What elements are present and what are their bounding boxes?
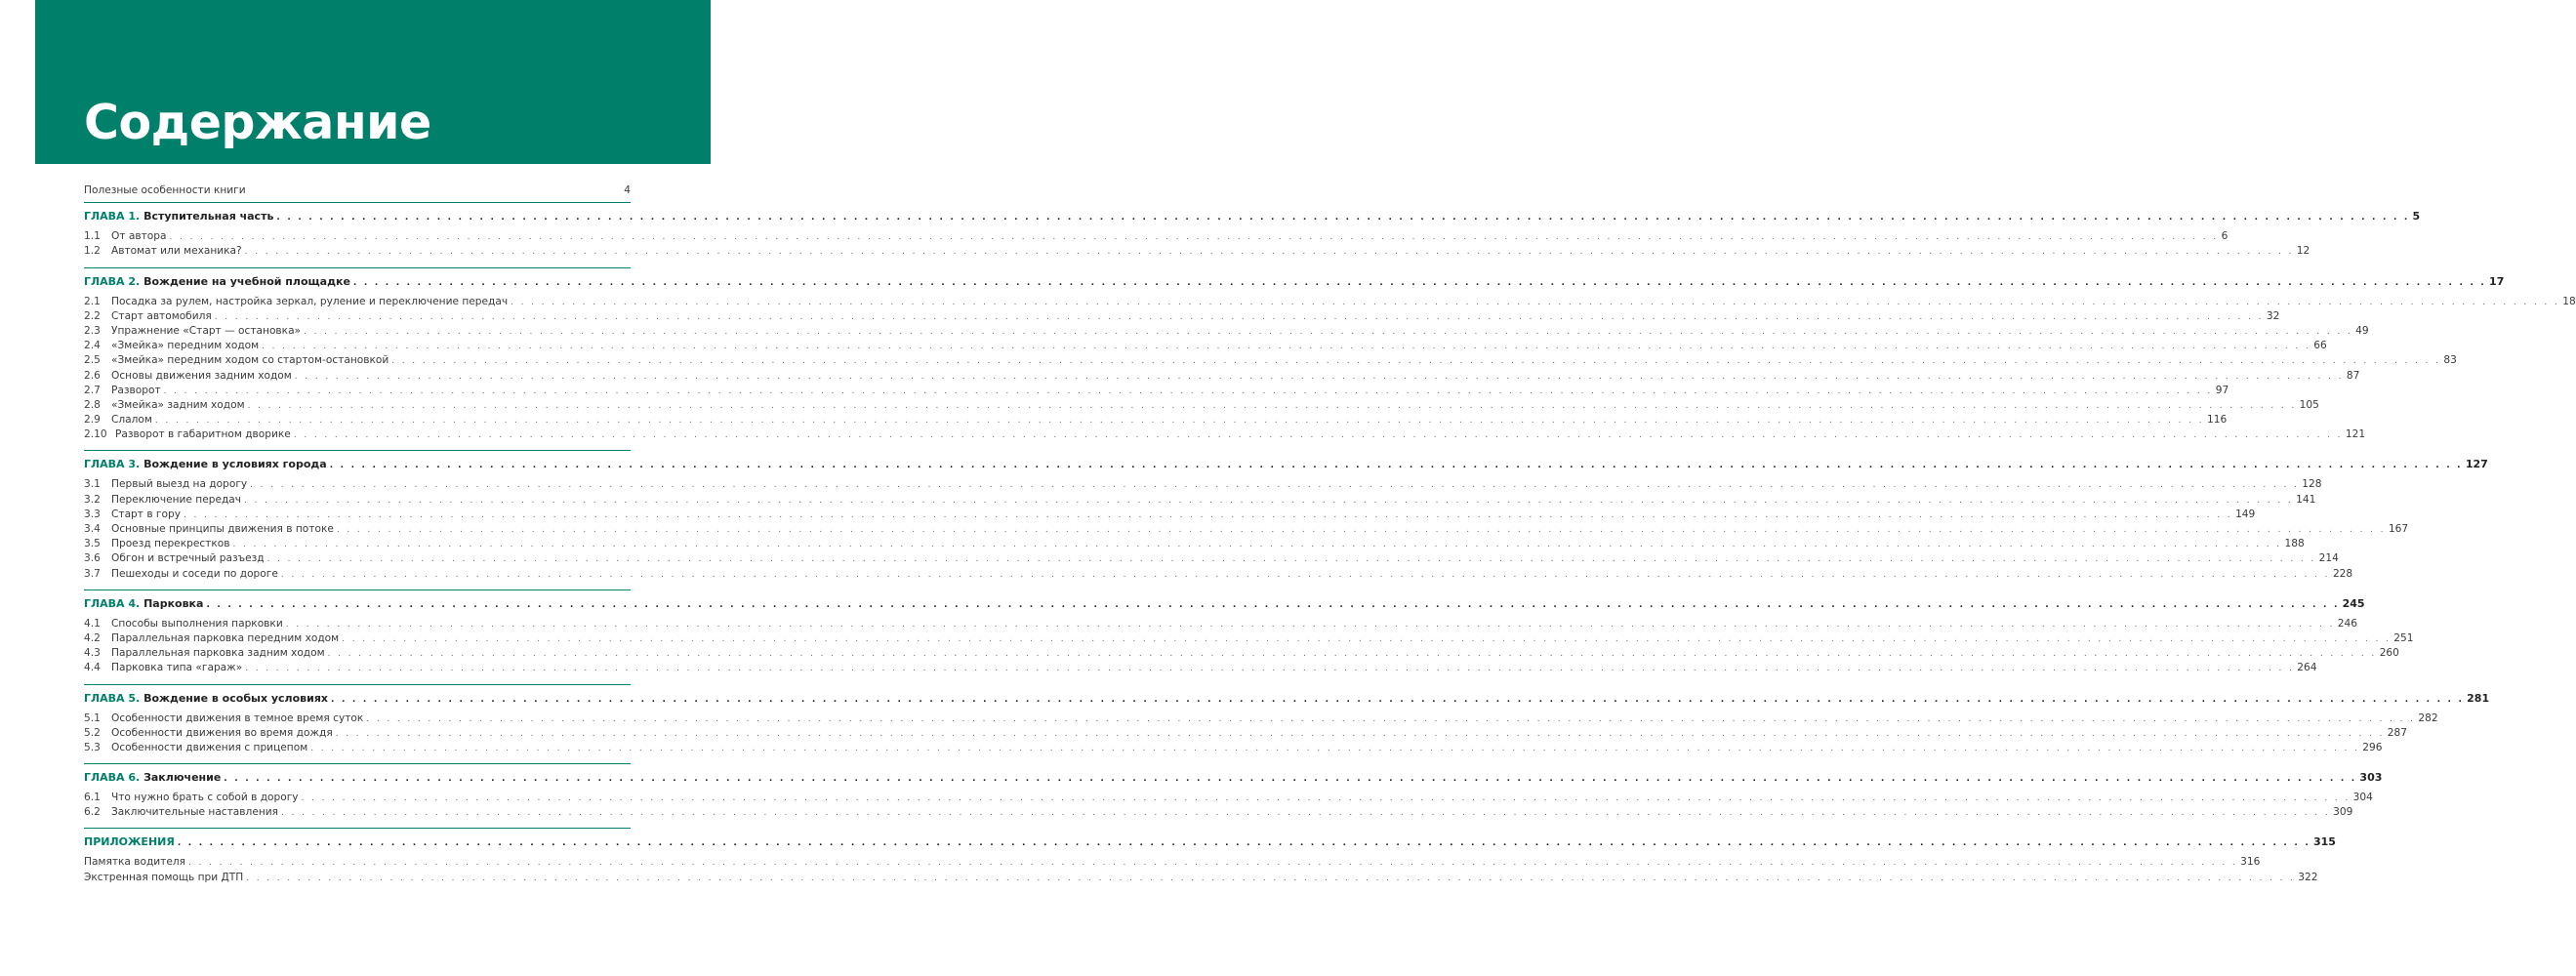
section-page: 105	[2299, 398, 2319, 411]
section-page: 287	[2387, 726, 2408, 739]
section-title: Посадка за рулем, настройка зеркал, руление и переключение передач	[111, 295, 509, 307]
section-page: 304	[2352, 792, 2373, 804]
section-title: Параллельная парковка задним ходом	[111, 647, 325, 660]
section-number: 4.3	[84, 647, 101, 660]
section-page: 228	[2332, 567, 2353, 580]
dot-leader: . . . . . . . . . . . . . . . . . . . . . . . . . . . . . . . . . . . . . . . . . . . . . . . . . . . . . . . . . . . . . . . . . . . . . . . . . . . . . . . . . . . . . . . . . . . . . . . . . . . . . . . . . . . . . . . . . . . . . . . . . . . . . . . . . . . . . . . . . . . . . . . . . . . . . . . . . . . . . . . . . . . . . . . . . . . . . . . . . . . . . . . . . . . . . . . . . . . . . . . .	[285, 619, 2335, 630]
section-title: Слалом	[111, 414, 152, 427]
toc-entry-intro[interactable]	[84, 183, 631, 198]
appendix-list	[84, 855, 2318, 884]
chapter-heading[interactable]	[84, 457, 2488, 472]
chapter-divider	[84, 267, 631, 268]
dot-leader: . . . . . . . . . . . . . . . . . . . . . . . . . . . . . . . . . . . . . . . . . . . . . . . . . . . . . . . . . . . . . . . . . . . . . . . . . . . . . . . . . . . . . . . . . . . . . . . . . . . . . . . . . . . . . . . . . . . . . . . . . . . . . . . . . . . . . . . . . . . . . . . . . . . . . . . . . . . . . . . . . . . . . . . . . . . . . . . . . . . . . . . . . . . . . . . . . . . . . . . .	[352, 277, 2487, 288]
chapter-title: Вождение на учебной площадке	[143, 274, 350, 288]
toc-section-entry[interactable]	[84, 413, 2228, 427]
toc-section-entry[interactable]	[84, 353, 2457, 368]
dot-leader: . . . . . . . . . . . . . . . . . . . . . . . . . . . . . . . . . . . . . . . . . . . . . . . . . . . . . . . . . . . . . . . . . . . . . . . . . . . . . . . . . . . . . . . . . . . . . . . . . . . . . . . . . . . . . . . . . . . . . . . . . . . . . . . . . . . . . . . . . . . . . . . . . . . . . . . . . . . . . . . . . . . . . . . . . . . . . . . . . . . . . . . . . . . . . . . . . . . . . . . .	[304, 326, 2353, 337]
table-of-contents	[84, 183, 2576, 885]
toc-section-entry[interactable]	[84, 324, 2369, 339]
toc-section-entry[interactable]	[84, 805, 2353, 820]
section-page: 296	[2362, 741, 2383, 753]
section-number: 3.4	[84, 523, 101, 535]
dot-leader: . . . . . . . . . . . . . . . . . . . . . . . . . . . . . . . . . . . . . . . . . . . . . . . . . . . . . . . . . . . . . . . . . . . . . . . . . . . . . . . . . . . . . . . . . . . . . . . . . . . . . . . . . . . . . . . . . . . . . . . . . . . . . . . . . . . . . . . . . . . . . . . . . . . . . . . . . . . . . . . . . . . . . . . . . . . . . . . . . . . . . . . . . . . . . . . . . . . . . . . .	[293, 430, 2343, 441]
toc-section-entry[interactable]	[84, 726, 2408, 741]
dot-leader: . . . . . . . . . . . . . . . . . . . . . . . . . . . . . . . . . . . . . . . . . . . . . . . . . . . . . . . . . . . . . . . . . . . . . . . . . . . . . . . . . . . . . . . . . . . . . . . . . . . . . . . . . . . . . . . . . . . . . . . . . . . . . . . . . . . . . . . . . . . . . . . . . . . . . . . . . . . . . . . . . . . . . . . . . . . . . . . . . . . . . . . . . . . . . . . . . . . . . . . .	[183, 509, 2233, 520]
dot-leader: . . . . . . . . . . . . . . . . . . . . . . . . . . . . . . . . . . . . . . . . . . . . . . . . . . . . . . . . . . . . . . . . . . . . . . . . . . . . . . . . . . . . . . . . . . . . . . . . . . . . . . . . . . . . . . . . . . . . . . . . . . . . . . . . . . . . . . . . . . . . . . . . . . . . . . . . . . . . . . . . . . . . . . . . . . . . . . . . . . . . . . . . . . . . . . . . . . . . . . . .	[224, 774, 2357, 785]
section-title: Особенности движения во время дождя	[111, 726, 333, 739]
toc-section-entry[interactable]	[84, 567, 2353, 582]
chapter-divider	[84, 828, 631, 829]
section-number: 2.8	[84, 398, 101, 411]
dot-leader: . . . . . . . . . . . . . . . . . . . . . . . . . . . . . . . . . . . . . . . . . . . . . . . . . . . . . . . . . . . . . . . . . . . . . . . . . . . . . . . . . . . . . . . . . . . . . . . . . . . . . . . . . . . . . . . . . . . . . . . . . . . . . . . . . . . . . . . . . . . . . . . . . . . . . . . . . . . . . . . . . . . . . . . . . . . . . . . . . . . . . . . . . . . . . . . . . . . . . . . .	[511, 297, 2560, 307]
section-title: Параллельная парковка передним ходом	[111, 631, 340, 644]
dot-leader: . . . . . . . . . . . . . . . . . . . . . . . . . . . . . . . . . . . . . . . . . . . . . . . . . . . . . . . . . . . . . . . . . . . . . . . . . . . . . . . . . . . . . . . . . . . . . . . . . . . . . . . . . . . . . . . . . . . . . . . . . . . . . . . . . . . . . . . . . . . . . . . . . . . . . . . . . . . . . . . . . . . . . . . . . . . . . . . . . . . . . . . . . . . . . . . . . . . . . . . .	[301, 793, 2351, 804]
section-title: Особенности движения с прицепом	[111, 741, 308, 753]
dot-leader: . . . . . . . . . . . . . . . . . . . . . . . . . . . . . . . . . . . . . . . . . . . . . . . . . . . . . . . . . . . . . . . . . . . . . . . . . . . . . . . . . . . . . . . . . . . . . . . . . . . . . . . . . . . . . . . . . . . . . . . . . . . . . . . . . . . . . . . . . . . . . . . . . . . . . . . . . . . . . . . . . . . . . . . . . . . . . . . . . . . . . . . . . . . . . . . . . . . . . . . .	[206, 599, 2340, 610]
section-number: 2.10	[84, 428, 107, 441]
chapter-page: 281	[2467, 691, 2490, 705]
chapter-title: Заключение	[143, 771, 222, 785]
section-page: 214	[2318, 552, 2339, 565]
chapter-title: Парковка	[143, 596, 204, 610]
dot-leader: . . . . . . . . . . . . . . . . . . . . . . . . . . . . . . . . . . . . . . . . . . . . . . . . . . . . . . . . . . . . . . . . . . . . . . . . . . . . . . . . . . . . . . . . . . . . . . . . . . . . . . . . . . . . . . . . . . . . . . . . . . . . . . . . . . . . . . . . . . . . . . . . . . . . . . . . . . . . . . . . . . . . . . . . . . . . . . . . . . . . . . . . . . . . . . . . . . . . . . . .	[246, 873, 2296, 883]
section-title: Разворот в габаритном дворике	[115, 428, 291, 441]
toc-section-entry[interactable]	[84, 369, 2360, 384]
appendix-entry[interactable]	[84, 871, 2318, 885]
section-list	[84, 295, 2576, 443]
dot-leader: . . . . . . . . . . . . . . . . . . . . . . . . . . . . . . . . . . . . . . . . . . . . . . . . . . . . . . . . . . . . . . . . . . . . . . . . . . . . . . . . . . . . . . . . . . . . . . . . . . . . . . . . . . . . . . . . . . . . . . . . . . . . . . . . . . . . . . . . . . . . . . . . . . . . . . . . . . . . . . . . . . . . . . . . . . . . . . . . . . . . . . . . . . . . . . . . . . . . . . . .	[331, 694, 2465, 705]
appendix-entry-title: Экстренная помощь при ДТП	[84, 871, 244, 883]
dot-leader: . . . . . . . . . . . . . . . . . . . . . . . . . . . . . . . . . . . . . . . . . . . . . . . . . . . . . . . . . . . . . . . . . . . . . . . . . . . . . . . . . . . . . . . . . . . . . . . . . . . . . . . . . . . . . . . . . . . . . . . . . . . . . . . . . . . . . . . . . . . . . . . . . . . . . . . . . . . . . . . . . . . . . . . . . . . . . . . . . . . . . . . . . . . . . . . . . . . . . . . .	[310, 743, 2360, 753]
section-page: 167	[2388, 523, 2409, 535]
section-page: 121	[2345, 428, 2366, 441]
chapter-divider	[84, 684, 631, 685]
toc-section-entry[interactable]	[84, 244, 2310, 259]
chapter-page: 5	[2412, 210, 2421, 224]
appendix-label: ПРИЛОЖЕНИЯ	[84, 835, 175, 849]
section-page: 309	[2333, 806, 2353, 819]
section-number: 3.5	[84, 538, 101, 550]
section-page: 246	[2337, 617, 2358, 630]
section-list	[84, 229, 2310, 259]
toc-section-entry[interactable]	[84, 617, 2358, 631]
toc-section-entry[interactable]	[84, 646, 2399, 661]
toc-section-entry[interactable]	[84, 508, 2256, 522]
section-number: 2.7	[84, 384, 101, 396]
dot-leader: . . . . . . . . . . . . . . . . . . . . . . . . . . . . . . . . . . . . . . . . . . . . . . . . . . . . . . . . . . . . . . . . . . . . . . . . . . . . . . . . . . . . . . . . . . . . . . . . . . . . . . . . . . . . . . . . . . . . . . . . . . . . . . . . . . . . . . . . . . . . . . . . . . . . . . . . . . . . . . . . . . . . . . . . . . . . . . . . . . . . . . . . . . . . . . . . . . . . . . . .	[266, 554, 2316, 565]
chapter-label: ГЛАВА 1.	[84, 210, 141, 224]
toc-section-entry[interactable]	[84, 661, 2317, 675]
section-page: 6	[2221, 230, 2228, 243]
dot-leader: . . . . . . . . . . . . . . . . . . . . . . . . . . . . . . . . . . . . . . . . . . . . . . . . . . . . . . . . . . . . . . . . . . . . . . . . . . . . . . . . . . . . . . . . . . . . . . . . . . . . . . . . . . . . . . . . . . . . . . . . . . . . . . . . . . . . . . . . . . . . . . . . . . . . . . . . . . . . . . . . . . . . . . . . . . . . . . . . . . . . . . . . . . . . . . . . . . . . . . . .	[250, 480, 2300, 491]
section-page: 32	[2266, 309, 2280, 322]
toc-section-entry[interactable]	[84, 384, 2229, 398]
chapter-list	[84, 202, 2576, 824]
dot-leader: . . . . . . . . . . . . . . . . . . . . . . . . . . . . . . . . . . . . . . . . . . . . . . . . . . . . . . . . . . . . . . . . . . . . . . . . . . . . . . . . . . . . . . . . . . . . . . . . . . . . . . . . . . . . . . . . . . . . . . . . . . . . . . . . . . . . . . . . . . . . . . . . . . . . . . . . . . . . . . . . . . . . . . . . . . . . . . . . . . . . . . . . . . . . . . . . . . . . . . . .	[177, 838, 2310, 849]
section-number: 6.2	[84, 806, 101, 819]
section-page: 83	[2443, 354, 2457, 367]
chapter-title: Вождение в особых условиях	[143, 691, 329, 705]
section-number: 3.6	[84, 552, 101, 565]
section-number: 5.1	[84, 712, 101, 724]
section-number: 2.5	[84, 354, 101, 367]
toc-section-entry[interactable]	[84, 631, 2414, 646]
dot-leader: . . . . . . . . . . . . . . . . . . . . . . . . . . . . . . . . . . . . . . . . . . . . . . . . . . . . . . . . . . . . . . . . . . . . . . . . . . . . . . . . . . . . . . . . . . . . . . . . . . . . . . . . . . . . . . . . . . . . . . . . . . . . . . . . . . . . . . . . . . . . . . . . . . . . . . . . . . . . . . . . . . . . . . . . . . . . . . . . . . . . . . . . . . . . . . . . . . . . . . . .	[232, 540, 2282, 550]
section-title: Что нужно брать с собой в дорогу	[111, 792, 299, 804]
section-number: 2.6	[84, 369, 101, 382]
toc-section-entry[interactable]	[84, 741, 2383, 755]
dot-leader: . . . . . . . . . . . . . . . . . . . . . . . . . . . . . . . . . . . . . . . . . . . . . . . . . . . . . . . . . . . . . . . . . . . . . . . . . . . . . . . . . . . . . . . . . . . . . . . . . . . . . . . . . . . . . . . . . . . . . . . . . . . . . . . . . . . . . . . . . . . . . . . . . . . . . . . . . . . . . . . . . . . . . . . . . . . . . . . . . . . . . . . . . . . . . . . . . . . . . . . .	[214, 311, 2264, 322]
section-title: Парковка типа «гараж»	[111, 662, 243, 674]
section-title: Разворот	[111, 384, 161, 396]
section-number: 2.9	[84, 414, 101, 427]
section-page: 116	[2206, 414, 2228, 427]
dot-leader: . . . . . . . . . . . . . . . . . . . . . . . . . . . . . . . . . . . . . . . . . . . . . . . . . . . . . . . . . . . . . . . . . . . . . . . . . . . . . . . . . . . . . . . . . . . . . . . . . . . . . . . . . . . . . . . . . . . . . . . . . . . . . . . . . . . . . . . . . . . . . . . . . . . . . . . . . . . . . . . . . . . . . . . . . . . . . . . . . . . . . . . . . . . . . . . . . . . . . . . .	[247, 400, 2297, 411]
dot-leader: . . . . . . . . . . . . . . . . . . . . . . . . . . . . . . . . . . . . . . . . . . . . . . . . . . . . . . . . . . . . . . . . . . . . . . . . . . . . . . . . . . . . . . . . . . . . . . . . . . . . . . . . . . . . . . . . . . . . . . . . . . . . . . . . . . . . . . . . . . . . . . . . . . . . . . . . . . . . . . . . . . . . . . . . . . . . . . . . . . . . . . . . . . . . . . . . . . . . . . . .	[245, 664, 2295, 674]
section-title: От автора	[111, 230, 167, 243]
section-title: «Змейка» передним ходом	[111, 340, 260, 352]
section-page: 66	[2313, 340, 2327, 352]
dot-leader: . . . . . . . . . . . . . . . . . . . . . . . . . . . . . . . . . . . . . . . . . . . . . . . . . . . . . . . . . . . . . . . . . . . . . . . . . . . . . . . . . . . . . . . . . . . . . . . . . . . . . . . . . . . . . . . . . . . . . . . . . . . . . . . . . . . . . . . . . . . . . . . . . . . . . . . . . . . . . . . . . . . . . . . . . . . . . . . . . . . . . . . . . . . . . . . . . . . . . . . .	[276, 213, 2410, 224]
section-number: 1.1	[84, 230, 101, 243]
section-number: 5.3	[84, 741, 101, 753]
section-title: «Змейка» передним ходом со стартом-остановкой	[111, 354, 389, 367]
title-banner	[35, 0, 711, 164]
dot-leader: . . . . . . . . . . . . . . . . . . . . . . . . . . . . . . . . . . . . . . . . . . . . . . . . . . . . . . . . . . . . . . . . . . . . . . . . . . . . . . . . . . . . . . . . . . . . . . . . . . . . . . . . . . . . . . . . . . . . . . . . . . . . . . . . . . . . . . . . . . . . . . . . . . . . . . . . . . . . . . . . . . . . . . . . . . . . . . . . . . . . . . . . . . . . . . . . . . . . . . . .	[281, 808, 2331, 819]
dot-leader: . . . . . . . . . . . . . . . . . . . . . . . . . . . . . . . . . . . . . . . . . . . . . . . . . . . . . . . . . . . . . . . . . . . . . . . . . . . . . . . . . . . . . . . . . . . . . . . . . . . . . . . . . . . . . . . . . . . . . . . . . . . . . . . . . . . . . . . . . . . . . . . . . . . . . . . . . . . . . . . . . . . . . . . . . . . . . . . . . . . . . . . . . . . . . . . . . . . . . . . .	[336, 525, 2386, 535]
chapter-heading[interactable]	[84, 209, 2421, 224]
dot-leader: . . . . . . . . . . . . . . . . . . . . . . . . . . . . . . . . . . . . . . . . . . . . . . . . . . . . . . . . . . . . . . . . . . . . . . . . . . . . . . . . . . . . . . . . . . . . . . . . . . . . . . . . . . . . . . . . . . . . . . . . . . . . . . . . . . . . . . . . . . . . . . . . . . . . . . . . . . . . . . . . . . . . . . . . . . . . . . . . . . . . . . . . . . . . . . . . . . . . . . . .	[154, 416, 2204, 427]
section-title: Старт в гору	[111, 508, 181, 520]
chapter-label: ГЛАВА 2.	[84, 274, 141, 288]
section-number: 2.2	[84, 309, 101, 322]
section-number: 3.1	[84, 478, 101, 491]
chapter-label: ГЛАВА 6.	[84, 771, 141, 785]
appendix-entry[interactable]	[84, 855, 2261, 870]
section-title: «Змейка» задним ходом	[111, 398, 245, 411]
dot-leader: . . . . . . . . . . . . . . . . . . . . . . . . . . . . . . . . . . . . . . . . . . . . . . . . . . . . . . . . . . . . . . . . . . . . . . . . . . . . . . . . . . . . . . . . . . . . . . . . . . . . . . . . . . . . . . . . . . . . . . . . . . . . . . . . . . . . . . . . . . . . . . . . . . . . . . . . . . . . . . . . . . . . . . . . . . . . . . . . . . . . . . . . . . . . . . . . . . . . . . . .	[391, 356, 2441, 367]
dot-leader: . . . . . . . . . . . . . . . . . . . . . . . . . . . . . . . . . . . . . . . . . . . . . . . . . . . . . . . . . . . . . . . . . . . . . . . . . . . . . . . . . . . . . . . . . . . . . . . . . . . . . . . . . . . . . . . . . . . . . . . . . . . . . . . . . . . . . . . . . . . . . . . . . . . . . . . . . . . . . . . . . . . . . . . . . . . . . . . . . . . . . . . . . . . . . . . . . . . . . . . .	[244, 495, 2294, 506]
section-title: Способы выполнения парковки	[111, 617, 283, 630]
section-number: 3.3	[84, 508, 101, 520]
dot-leader: . . . . . . . . . . . . . . . . . . . . . . . . . . . . . . . . . . . . . . . . . . . . . . . . . . . . . . . . . . . . . . . . . . . . . . . . . . . . . . . . . . . . . . . . . . . . . . . . . . . . . . . . . . . . . . . . . . . . . . . . . . . . . . . . . . . . . . . . . . . . . . . . . . . . . . . . . . . . . . . . . . . . . . . . . . . . . . . . . . . . . . . . . . . . . . . . . . . . . . . .	[262, 342, 2311, 352]
appendix-block	[84, 828, 2336, 884]
chapter-page: 127	[2465, 458, 2488, 471]
section-page: 18	[2562, 295, 2576, 307]
chapter-heading[interactable]	[84, 274, 2505, 290]
section-title: Основы движения задним ходом	[111, 369, 292, 382]
section-number: 1.2	[84, 245, 101, 258]
section-number: 2.4	[84, 340, 101, 352]
appendix-heading[interactable]	[84, 834, 2336, 850]
section-title: Заключительные наставления	[111, 806, 279, 819]
section-number: 3.2	[84, 493, 101, 506]
section-number: 4.4	[84, 662, 101, 674]
toc-section-entry[interactable]	[84, 493, 2316, 508]
chapter-title: Вождение в условиях города	[143, 458, 327, 471]
section-page: 128	[2302, 478, 2322, 491]
section-number: 5.2	[84, 726, 101, 739]
section-title: Пешеходы и соседи по дороге	[111, 567, 278, 580]
section-page: 188	[2284, 538, 2305, 550]
section-page: 260	[2379, 647, 2399, 660]
section-number: 2.1	[84, 295, 101, 307]
section-page: 49	[2355, 324, 2369, 337]
toc-section-entry[interactable]	[84, 398, 2319, 413]
section-number: 6.1	[84, 792, 101, 804]
page-title: Содержание	[84, 95, 431, 150]
section-number: 4.1	[84, 617, 101, 630]
section-number: 2.3	[84, 324, 101, 337]
section-list	[84, 791, 2373, 820]
section-title: Проезд перекрестков	[111, 538, 230, 550]
appendix-entry-page: 316	[2240, 856, 2261, 869]
section-title: Основные принципы движения в потоке	[111, 523, 334, 535]
dot-leader: . . . . . . . . . . . . . . . . . . . . . . . . . . . . . . . . . . . . . . . . . . . . . . . . . . . . . . . . . . . . . . . . . . . . . . . . . . . . . . . . . . . . . . . . . . . . . . . . . . . . . . . . . . . . . . . . . . . . . . . . . . . . . . . . . . . . . . . . . . . . . . . . . . . . . . . . . . . . . . . . . . . . . . . . . . . . . . . . . . . . . . . . . . . . . . . . . . . . . . . .	[188, 858, 2238, 869]
chapter-page: 245	[2342, 596, 2365, 610]
section-title: Упражнение «Старт — остановка»	[111, 324, 302, 337]
chapter-label: ГЛАВА 3.	[84, 458, 141, 471]
chapter-divider	[84, 202, 631, 203]
toc-section-entry[interactable]	[84, 339, 2327, 353]
dot-leader: . . . . . . . . . . . . . . . . . . . . . . . . . . . . . . . . . . . . . . . . . . . . . . . . . . . . . . . . . . . . . . . . . . . . . . . . . . . . . . . . . . . . . . . . . . . . . . . . . . . . . . . . . . . . . . . . . . . . . . . . . . . . . . . . . . . . . . . . . . . . . . . . . . . . . . . . . . . . . . . . . . . . . . . . . . . . . . . . . . . . . . . . . . . . . . . . . . . . . . . .	[366, 713, 2416, 724]
section-list	[84, 477, 2409, 581]
section-page: 282	[2418, 712, 2438, 724]
section-page: 149	[2235, 508, 2256, 520]
toc-section-entry[interactable]	[84, 522, 2409, 537]
dot-leader: . . . . . . . . . . . . . . . . . . . . . . . . . . . . . . . . . . . . . . . . . . . . . . . . . . . . . . . . . . . . . . . . . . . . . . . . . . . . . . . . . . . . . . . . . . . . . . . . . . . . . . . . . . . . . . . . . . . . . . . . . . . . . . . . . . . . . . . . . . . . . . . . . . . . . . . . . . . . . . . . . . . . . . . . . . . . . . . . . . . . . . . . . . . . . . . . . . . . . . . .	[294, 371, 2344, 382]
dot-leader: . . . . . . . . . . . . . . . . . . . . . . . . . . . . . . . . . . . . . . . . . . . . . . . . . . . . . . . . . . . . . . . . . . . . . . . . . . . . . . . . . . . . . . . . . . . . . . . . . . . . . . . . . . . . . . . . . . . . . . . . . . . . . . . . . . . . . . . . . . . . . . . . . . . . . . . . . . . . . . . . . . . . . . . . . . . . . . . . . . . . . . . . . . . . . . . . . . . . . . . .	[280, 569, 2330, 580]
section-list	[84, 617, 2414, 676]
appendix-page: 315	[2312, 835, 2336, 849]
toc-section-entry[interactable]	[84, 309, 2280, 324]
toc-section-entry[interactable]	[84, 791, 2373, 805]
toc-section-entry[interactable]	[84, 537, 2305, 551]
dot-leader: . . . . . . . . . . . . . . . . . . . . . . . . . . . . . . . . . . . . . . . . . . . . . . . . . . . . . . . . . . . . . . . . . . . . . . . . . . . . . . . . . . . . . . . . . . . . . . . . . . . . . . . . . . . . . . . . . . . . . . . . . . . . . . . . . . . . . . . . . . . . . . . . . . . . . . . . . . . . . . . . . . . . . . . . . . . . . . . . . . . . . . . . . . . . . . . . . . . . . . . .	[244, 247, 2294, 258]
toc-entry-title: Полезные особенности книги	[84, 184, 246, 196]
toc-section-entry[interactable]	[84, 712, 2438, 726]
section-title: Старт автомобиля	[111, 309, 212, 322]
section-page: 12	[2296, 245, 2310, 258]
appendix-entry-title: Памятка водителя	[84, 856, 186, 869]
section-page: 251	[2393, 631, 2414, 644]
chapter-heading[interactable]	[84, 596, 2365, 612]
dot-leader: . . . . . . . . . . . . . . . . . . . . . . . . . . . . . . . . . . . . . . . . . . . . . . . . . . . . . . . . . . . . . . . . . . . . . . . . . . . . . . . . . . . . . . . . . . . . . . . . . . . . . . . . . . . . . . . . . . . . . . . . . . . . . . . . . . . . . . . . . . . . . . . . . . . . . . . . . . . . . . . . . . . . . . . . . . . . . . . . . . . . . . . . . . . . . . . . . . . . . . . .	[169, 232, 2219, 243]
dot-leader: . . . . . . . . . . . . . . . . . . . . . . . . . . . . . . . . . . . . . . . . . . . . . . . . . . . . . . . . . . . . . . . . . . . . . . . . . . . . . . . . . . . . . . . . . . . . . . . . . . . . . . . . . . . . . . . . . . . . . . . . . . . . . . . . . . . . . . . . . . . . . . . . . . . . . . . . . . . . . . . . . . . . . . . . . . . . . . . . . . . . . . . . . . . . . . . . . . . . . . . .	[329, 461, 2463, 471]
section-title: Обгон и встречный разъезд	[111, 552, 265, 565]
section-title: Особенности движения в темное время суток	[111, 712, 364, 724]
section-page: 87	[2346, 369, 2360, 382]
chapter-divider	[84, 763, 631, 764]
section-title: Первый выезд на дорогу	[111, 478, 248, 491]
chapter-heading[interactable]	[84, 691, 2490, 707]
chapter-label: ГЛАВА 4.	[84, 596, 141, 610]
chapter-page: 303	[2359, 771, 2383, 785]
chapter-heading[interactable]	[84, 770, 2383, 786]
chapter-page: 17	[2489, 274, 2505, 288]
chapter-divider	[84, 450, 631, 451]
section-page: 97	[2215, 384, 2229, 396]
dot-leader: . . . . . . . . . . . . . . . . . . . . . . . . . . . . . . . . . . . . . . . . . . . . . . . . . . . . . . . . . . . . . . . . . . . . . . . . . . . . . . . . . . . . . . . . . . . . . . . . . . . . . . . . . . . . . . . . . . . . . . . . . . . . . . . . . . . . . . . . . . . . . . . . . . . . . . . . . . . . . . . . . . . . . . . . . . . . . . . . . . . . . . . . . . . . . . . . . . . . . . . .	[327, 649, 2377, 660]
section-title: Автомат или механика?	[111, 245, 242, 258]
section-page: 141	[2296, 493, 2316, 506]
dot-leader: . . . . . . . . . . . . . . . . . . . . . . . . . . . . . . . . . . . . . . . . . . . . . . . . . . . . . . . . . . . . . . . . . . . . . . . . . . . . . . . . . . . . . . . . . . . . . . . . . . . . . . . . . . . . . . . . . . . . . . . . . . . . . . . . . . . . . . . . . . . . . . . . . . . . . . . . . . . . . . . . . . . . . . . . . . . . . . . . . . . . . . . . . . . . . . . . . . . . . . . .	[335, 728, 2385, 739]
toc-section-entry[interactable]	[84, 551, 2339, 566]
toc-section-entry[interactable]	[84, 477, 2322, 492]
toc-section-entry[interactable]	[84, 427, 2366, 442]
chapter-title: Вступительная часть	[143, 210, 274, 224]
toc-section-entry[interactable]	[84, 295, 2576, 309]
dot-leader: . . . . . . . . . . . . . . . . . . . . . . . . . . . . . . . . . . . . . . . . . . . . . . . . . . . . . . . . . . . . . . . . . . . . . . . . . . . . . . . . . . . . . . . . . . . . . . . . . . . . . . . . . . . . . . . . . . . . . . . . . . . . . . . . . . . . . . . . . . . . . . . . . . . . . . . . . . . . . . . . . . . . . . . . . . . . . . . . . . . . . . . . . . . . . . . . . . . . . . . .	[342, 633, 2392, 644]
appendix-entry-page: 322	[2298, 871, 2318, 883]
section-number: 4.2	[84, 631, 101, 644]
dot-leader: . . . . . . . . . . . . . . . . . . . . . . . . . . . . . . . . . . . . . . . . . . . . . . . . . . . . . . . . . . . . . . . . . . . . . . . . . . . . . . . . . . . . . . . . . . . . . . . . . . . . . . . . . . . . . . . . . . . . . . . . . . . . . . . . . . . . . . . . . . . . . . . . . . . . . . . . . . . . . . . . . . . . . . . . . . . . . . . . . . . . . . . . . . . . . . . . . . . . . . . .	[163, 386, 2213, 396]
toc-section-entry[interactable]	[84, 229, 2228, 244]
section-title: Переключение передач	[111, 493, 242, 506]
toc-entry-page: 4	[624, 184, 631, 196]
section-page: 264	[2297, 662, 2317, 674]
section-list	[84, 712, 2438, 756]
section-number: 3.7	[84, 567, 101, 580]
chapter-label: ГЛАВА 5.	[84, 691, 141, 705]
